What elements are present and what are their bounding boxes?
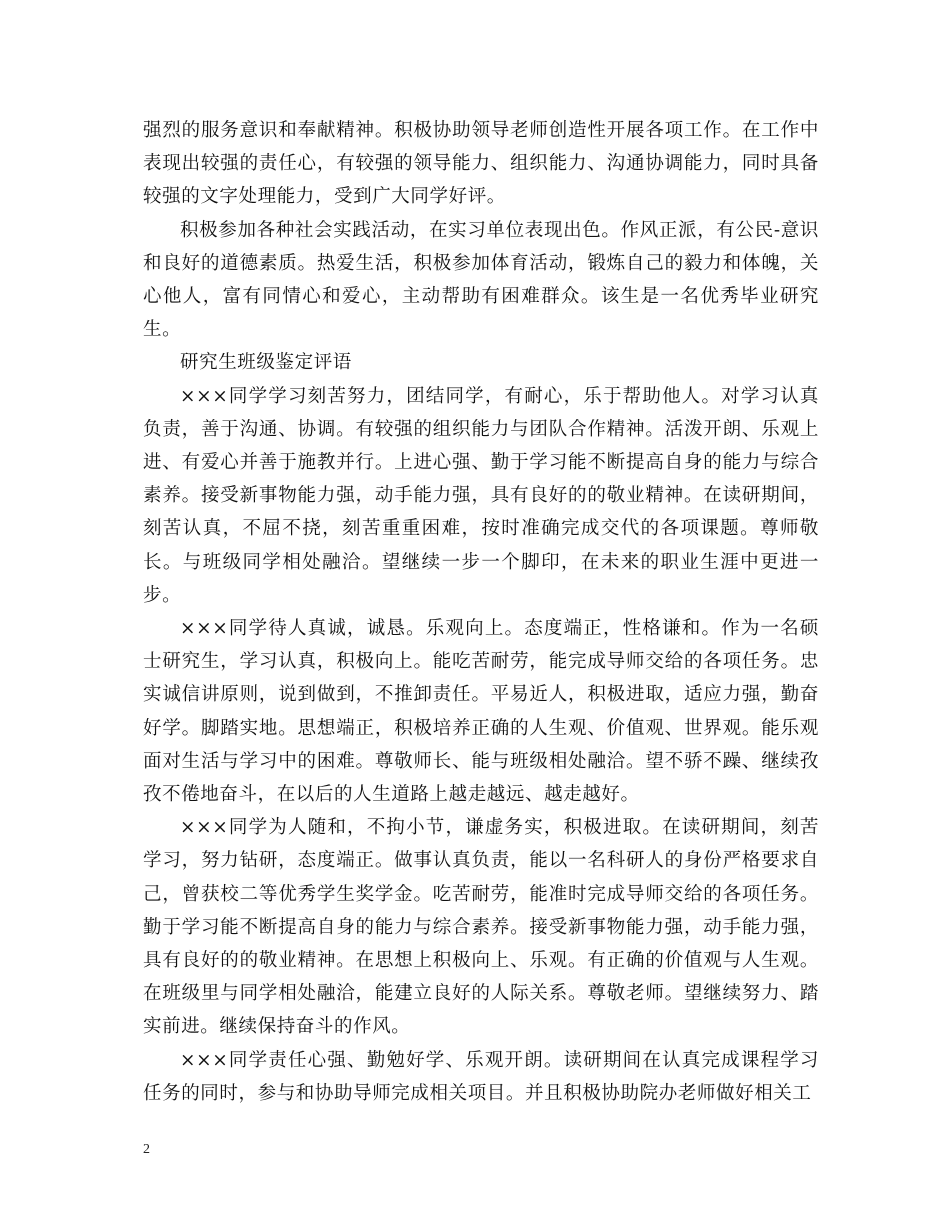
paragraph-continuation: 强烈的服务意识和奉献精神。积极协助领导老师创造性开展各项工作。在工作中表现出较强的责任心，有较强的领导能力、组织能力、沟通协调能力，同时具备较强的文字处理能力，受到广大同学好评。 (143, 120, 819, 208)
paragraph-evaluation-1: ×××同学学习刻苦努力，团结同学，有耐心，乐于帮助他人。对学习认真负责，善于沟通、协调。有较强的组织能力与团队合作精神。活泼开朗、乐观上进、有爱心并善于施教并行。上进心强、勤于学习能不断提高自身的能力与综合素养。接受新事物能力强，动手能力强，具有良好的的敬业精神。在读研期间，刻苦认真，不屈不挠，刻苦重重困难，按时准确完成交代的各项课题。尊师敬长。与班级同学相处融洽。望继续一步一个脚印，在未来的职业生涯中更进一步。 (143, 385, 819, 606)
page-number: 2 (143, 1142, 150, 1157)
paragraph-evaluation-4: ×××同学责任心强、勤勉好学、乐观开朗。读研期间在认真完成课程学习任务的同时，参与和协助导师完成相关项目。并且积极协助院办老师做好相关工 (143, 1049, 819, 1104)
paragraph-social-practice: 积极参加各种社会实践活动，在实习单位表现出色。作风正派，有公民-意识和良好的道德素质。热爱生活，积极参加体育活动，锻炼自己的毅力和体魄，关心他人，富有同情心和爱心，主动帮助有困难群众。该生是一名优秀毕业研究生。 (143, 219, 819, 341)
document-page (143, 114, 819, 1110)
paragraph-evaluation-2: ×××同学待人真诚，诚恳。乐观向上。态度端正，性格谦和。作为一名硕士研究生，学习认真，积极向上。能吃苦耐劳，能完成导师交给的各项任务。忠实诚信讲原则，说到做到，不推卸责任。平易近人，积极进取，适应力强，勤奋好学。脚踏实地。思想端正，积极培养正确的人生观、价值观、世界观。能乐观面对生活与学习中的困难。尊敬师长、能与班级相处融洽。望不骄不躁、继续孜孜不倦地奋斗，在以后的人生道路上越走越远、越走越好。 (143, 618, 819, 806)
paragraph-evaluation-3: ×××同学为人随和，不拘小节，谦虚务实，积极进取。在读研期间，刻苦学习，努力钻研，态度端正。做事认真负责，能以一名科研人的身份严格要求自己，曾获校二等优秀学生奖学金。吃苦耐劳，能准时完成导师交给的各项任务。勤于学习能不断提高自身的能力与综合素养。接受新事物能力强，动手能力强，具有良好的的敬业精神。在思想上积极向上、乐观。有正确的价值观与人生观。在班级里与同学相处融洽，能建立良好的人际关系。尊敬老师。望继续努力、踏实前进。继续保持奋斗的作风。 (143, 817, 819, 1038)
section-heading: 研究生班级鉴定评语 (180, 352, 352, 374)
